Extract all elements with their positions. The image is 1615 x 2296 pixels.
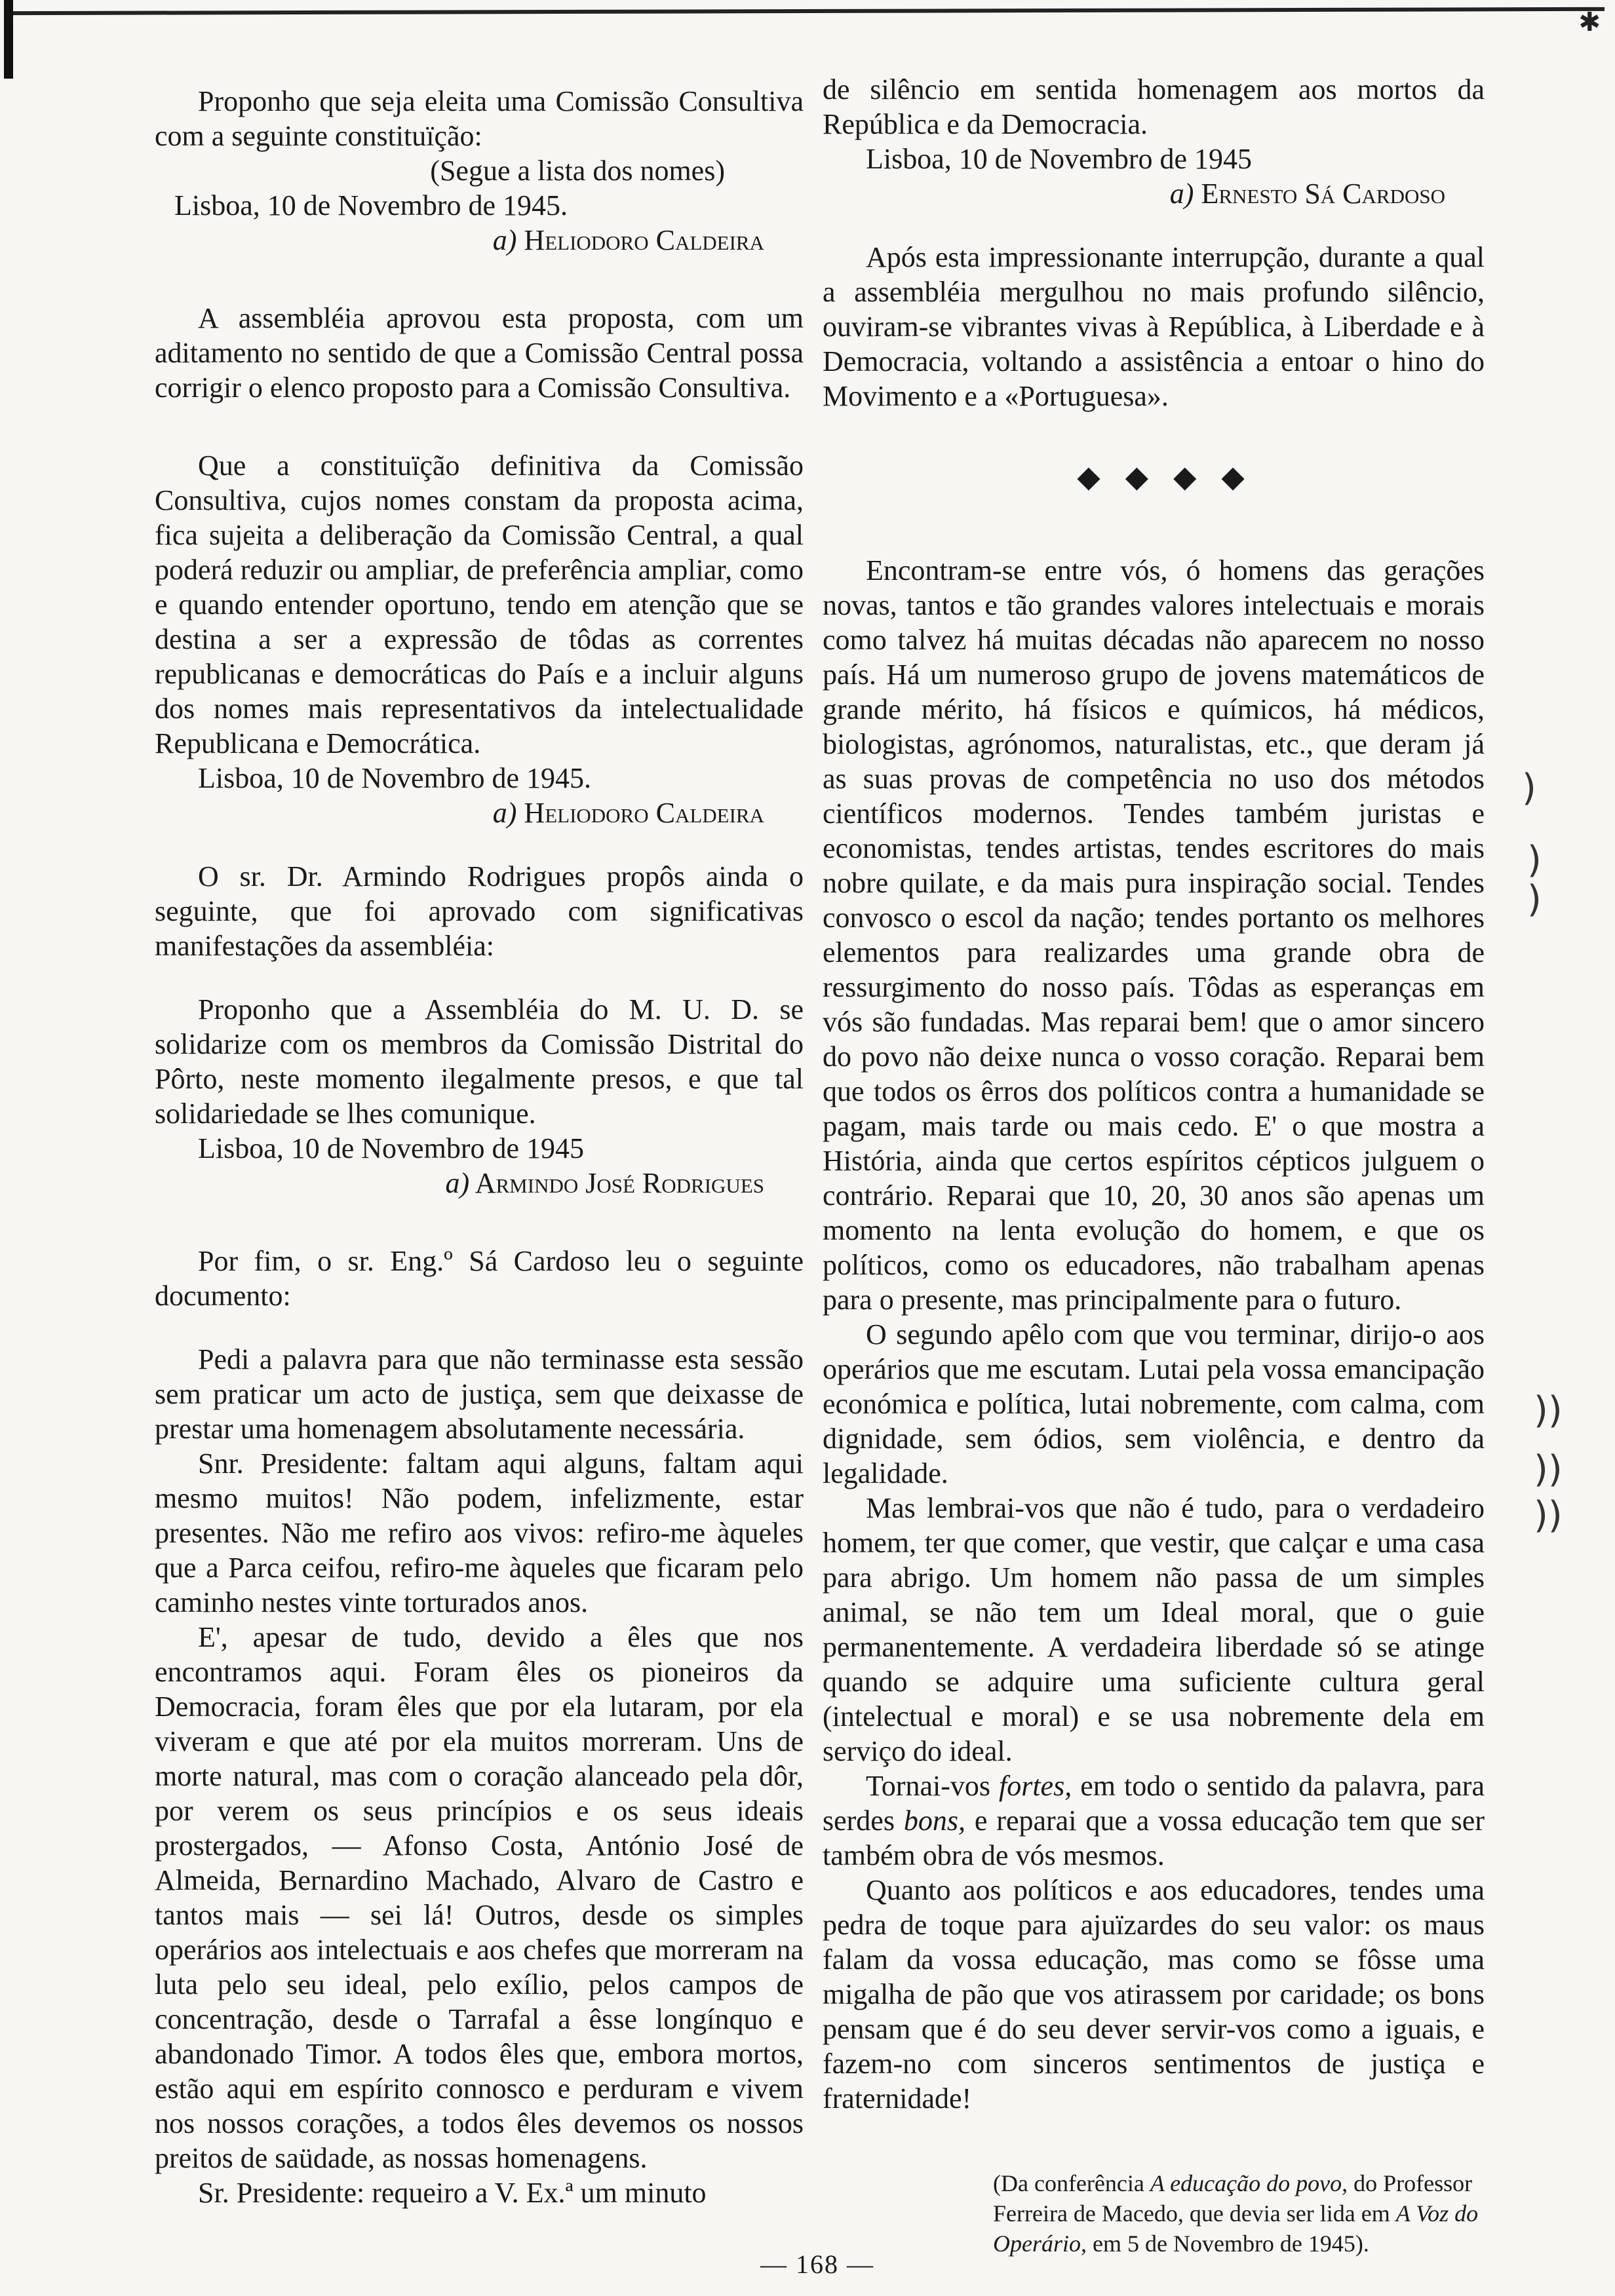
paragraph: Proponho que seja eleita uma Comissão Consultiva com a seguinte constituïção: xyxy=(155,85,804,152)
paragraph: Mas lembrai-vos que não é tudo, para o verdadeiro homem, ter que comer, que vestir, que calçar e uma casa para abrigo. Um homem não passa de um simples animal, se não tem um Ideal moral, que o guie permanentemente. A verdadeira liberdade só se atinge quando se adquire uma suficiente cultura geral (intelectual e moral) e se usa nobremente dela em serviço do ideal. xyxy=(823,1492,1485,1767)
date-line: Lisboa, 10 de Novembro de 1945. xyxy=(174,189,568,221)
paragraph: de silêncio em sentida homenagem aos mortos da República e da Democracia. xyxy=(823,73,1485,140)
date-line: Lisboa, 10 de Novembro de 1945. xyxy=(198,762,591,794)
paragraph: E', apesar de tudo, devido a êles que nos encontramos aqui. Foram êles os pioneiros da Democracia, foram êles que por ela lutaram, por ela viveram e que até por ela muitos morreram. Uns de morte natural, mas com o coração alanceado pela dôr, por verem os seus princípios e os seus ideais prostergados, — Afonso Costa, António José de Almeida, Bernardino Machado, Alvaro de Castro e tantos mais — sei lá! Outros, desde os simples operários aos intelectuais e aos chefes que morreram na luta pelo seu ideal, pelo exílio, pelos campos de concentração, desde o Tarrafal a êsse longínquo e abandonado Timor. A todos êles que, embora mortos, estão aqui em espírito connosco e perduram e vivem nos nossos corações, a todos êles devemos os nossos preitos de saüdade, as nossas homenagens. xyxy=(155,1621,804,2174)
note: (Segue a lista dos nomes) xyxy=(430,155,725,187)
date-line: Lisboa, 10 de Novembro de 1945 xyxy=(866,143,1252,175)
paragraph: Pedi a palavra para que não terminasse esta sessão sem praticar um acto de justiça, sem que deixasse de prestar uma homenagem absolutamente necessária. xyxy=(155,1343,804,1445)
margin-pencil-mark: ) xyxy=(1522,767,1536,809)
paragraph: Encontram-se entre vós, ó homens das gerações novas, tantos e tão grandes valores intelectuais e morais como talvez há muitas décadas não aparecem no nosso país. Há um numeroso grupo de jovens matemáticos de grande mérito, há físicos e químicos, há médicos, biologistas, agrónomos, naturalistas, etc., que deram já as suas provas de competência no uso dos métodos científicos modernos. Tendes também juristas e economistas, tendes artistas, tendes escritores do mais nobre quilate, e da mais pura inspiração social. Tendes convosco o escol da nação; tendes portanto os melhores elementos para realizardes uma grande obra de ressurgimento do nosso país. Tôdas as esperanças em vós são fundadas. Mas reparai bem! que o amor sincero do povo não deixe nunca o vosso coração. Reparai bem que todos os êrros dos políticos contra a humanidade se pagam, mais tarde ou mais cedo. E' o que mostra a História, ainda que certos espíritos cépticos julguem o contrário. Reparai que 10, 20, 30 anos são apenas um momento na lenta evolução do homem, e que os políticos, como os educadores, não trabalham apenas para o presente, mas principalmente para o futuro. xyxy=(823,554,1485,1316)
top-rule xyxy=(12,7,1605,15)
citation: (Da conferência A educação do povo, do Professor Ferreira de Macedo, que devia ser lida em A Voz do Operário, em 5 de Novembro de 1945). xyxy=(993,2170,1479,2257)
right-column xyxy=(823,72,1485,2259)
signature: a) Ernesto Sá Cardoso xyxy=(1169,178,1445,210)
margin-pencil-mark: ) xyxy=(1527,878,1542,921)
margin-pencil-mark: ) xyxy=(1527,839,1542,881)
paragraph: O sr. Dr. Armindo Rodrigues propôs ainda o seguinte, que foi aprovado com significativas manifestações da assembléia: xyxy=(155,860,804,962)
paragraph: Por fim, o sr. Eng.º Sá Cardoso leu o seguinte documento: xyxy=(155,1245,804,1312)
paragraph: Snr. Presidente: faltam aqui alguns, faltam aqui mesmo muitos! Não podem, infelizmente, estar presentes. Não me refiro aos vivos: refiro-me àqueles que a Parca ceifou, refiro-me àqueles que ficaram pelo caminho nestes vinte torturados anos. xyxy=(155,1447,804,1618)
paragraph: O segundo apêlo com que vou terminar, dirijo-o aos operários que me escutam. Lutai pela vossa emancipação económica e política, lutai nobremente, com calma, com dignidade, sem ódios, sem violência, e dentro da legalidade. xyxy=(823,1318,1485,1489)
paragraph: Após esta impressionante interrupção, durante a qual a assembléia mergulhou no mais profundo silêncio, ouviram-se vibrantes vivas à República, à Liberdade e à Democracia, voltando a assistência a entoar o hino do Movimento e a «Portuguesa». xyxy=(823,241,1485,412)
signature: a) Heliodoro Caldeira xyxy=(492,224,764,256)
date-line: Lisboa, 10 de Novembro de 1945 xyxy=(198,1132,584,1164)
paragraph: Tornai-vos fortes, em todo o sentido da palavra, para serdes bons, e reparai que a vossa educação tem que ser também obra de vós mesmos. xyxy=(823,1770,1485,1871)
margin-pencil-mark: )) xyxy=(1534,1448,1563,1491)
corner-scan-mark: ✱ xyxy=(1578,7,1601,37)
page-number: — 168 — xyxy=(760,2249,874,2279)
paragraph: Quanto aos políticos e aos educadores, tendes uma pedra de toque para ajuïzardes do seu valor: os maus falam da vossa educação, mas como se fôsse uma migalha de pão que vos atirassem por caridade; os bons pensam que é do seu dever servir-vos como a iguais, e fazem-no com sinceros sentimentos de justiça e fraternidade! xyxy=(823,1874,1485,2114)
signature: a) Heliodoro Caldeira xyxy=(492,797,764,829)
section-ornament: ◆◆◆◆ xyxy=(1077,460,1270,493)
left-edge-mark xyxy=(4,0,13,79)
margin-pencil-mark: )) xyxy=(1534,1494,1563,1537)
paragraph: Proponho que a Assembléia do M. U. D. se solidarize com os membros da Comissão Distrital do Pôrto, neste momento ilegalmente presos, e que tal solidariedade se lhes comunique. xyxy=(155,993,804,1130)
signature: a) Armindo José Rodrigues xyxy=(445,1167,764,1199)
paragraph: Sr. Presidente: requeiro a V. Ex.ª um minuto xyxy=(198,2177,707,2209)
paragraph: Que a constituïção definitiva da Comissão Consultiva, cujos nomes constam da proposta acima, fica sujeita a deliberação da Comissão Central, a qual poderá reduzir ou ampliar, de preferência ampliar, como e quando entender oportuno, tendo em atenção que se destina a ser a expressão de tôdas as correntes republicanas e democráticas do País e a incluir alguns dos nomes mais representativos da intelectualidade Republicana e Democrática. xyxy=(155,450,804,759)
paragraph: A assembléia aprovou esta proposta, com um aditamento no sentido de que a Comissão Central possa corrigir o elenco proposto para a Comissão Consultiva. xyxy=(155,302,804,404)
margin-pencil-mark: )) xyxy=(1534,1389,1563,1432)
left-column xyxy=(155,84,804,2210)
